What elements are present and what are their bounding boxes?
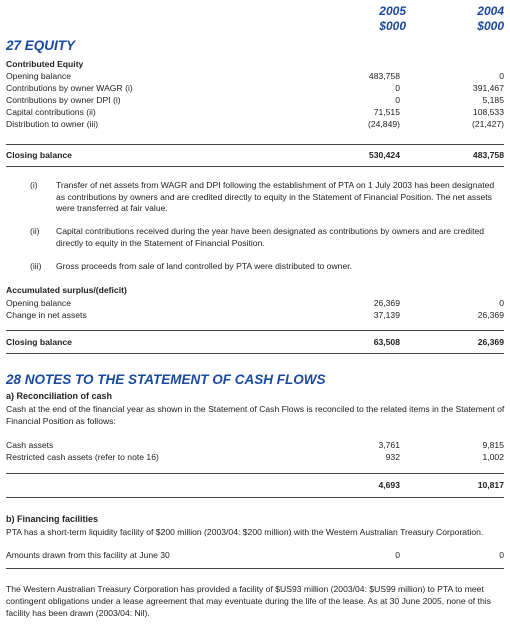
table-row: Capital contributions (ii) 71,515 108,533 [6,107,504,117]
table-row: Contributions by owner WAGR (i) 0 391,467 [6,83,504,93]
column-header-2004: 2004 $000 [477,4,504,33]
financing-heading: b) Financing facilities [6,514,99,524]
contributed-equity-heading: Contributed Equity [6,59,84,69]
table-row: Opening balance 483,758 0 [6,71,504,81]
reconciliation-heading: a) Reconciliation of cash [6,391,113,401]
total-row: 4,693 10,817 [378,480,504,490]
column-header-2005: 2005 $000 [379,4,406,33]
table-row: Opening balance 26,369 0 [6,298,504,308]
table-row: Amounts drawn from this facility at June 30 0 0 [6,550,504,560]
table-row: Change in net assets 37,139 26,369 [6,310,504,320]
divider [6,497,504,498]
divider [6,144,504,145]
table-row: Distribution to owner (iii) (24,849) (21,427) [6,119,504,129]
divider [6,330,504,331]
financing-closing-text: The Western Australian Treasury Corporation has provided a facility of $US93 million (2003/04: $US99 million) to PTA to meet contingent obligations under a lease agreement that may eventuate during the life of the lease. As at 30 June 2005, none of this facility has been drawn (2003/04: Nil). [6,584,491,618]
divider [6,568,504,569]
note-item: (iii) Gross proceeds from sale of land controlled by PTA were distributed to owner. [30,261,352,271]
table-row: Cash assets 3,761 9,815 [6,440,504,450]
financing-intro: PTA has a short-term liquidity facility of $200 million (2003/04: $200 million) with the Western Australian Treasury Corporation. [6,527,484,537]
cashflows-section-title: 28 NOTES TO THE STATEMENT OF CASH FLOWS [6,372,326,387]
closing-balance-row: Closing balance 530,424 483,758 [6,150,504,160]
equity-section-title: 27 EQUITY [6,38,76,53]
closing-balance-row: Closing balance 63,508 26,369 [6,337,504,347]
reconciliation-intro: Cash at the end of the financial year as shown in the Statement of Cash Flows is reconciled to the related items in the Statement of Financial Position as follows: [6,404,505,426]
accumulated-surplus-heading: Accumulated surplus/(deficit) [6,285,127,295]
table-row: Restricted cash assets (refer to note 16) 932 1,002 [6,452,504,462]
table-row: Contributions by owner DPI (i) 0 5,185 [6,95,504,105]
note-item: (ii) Capital contributions received during the year have been designated as contributions by owners and are credited directly to equity in the Statement of Financial Position. [30,226,485,248]
divider [6,473,504,474]
divider [6,353,504,354]
note-item: (i) Transfer of net assets from WAGR and DPI following the establishment of PTA on 1 July 2003 has been designated as contributions by owners and are credited directly to equity in the Statement of Financial Position. The net assets were transferred at fair value. [30,180,495,213]
divider [6,166,504,167]
